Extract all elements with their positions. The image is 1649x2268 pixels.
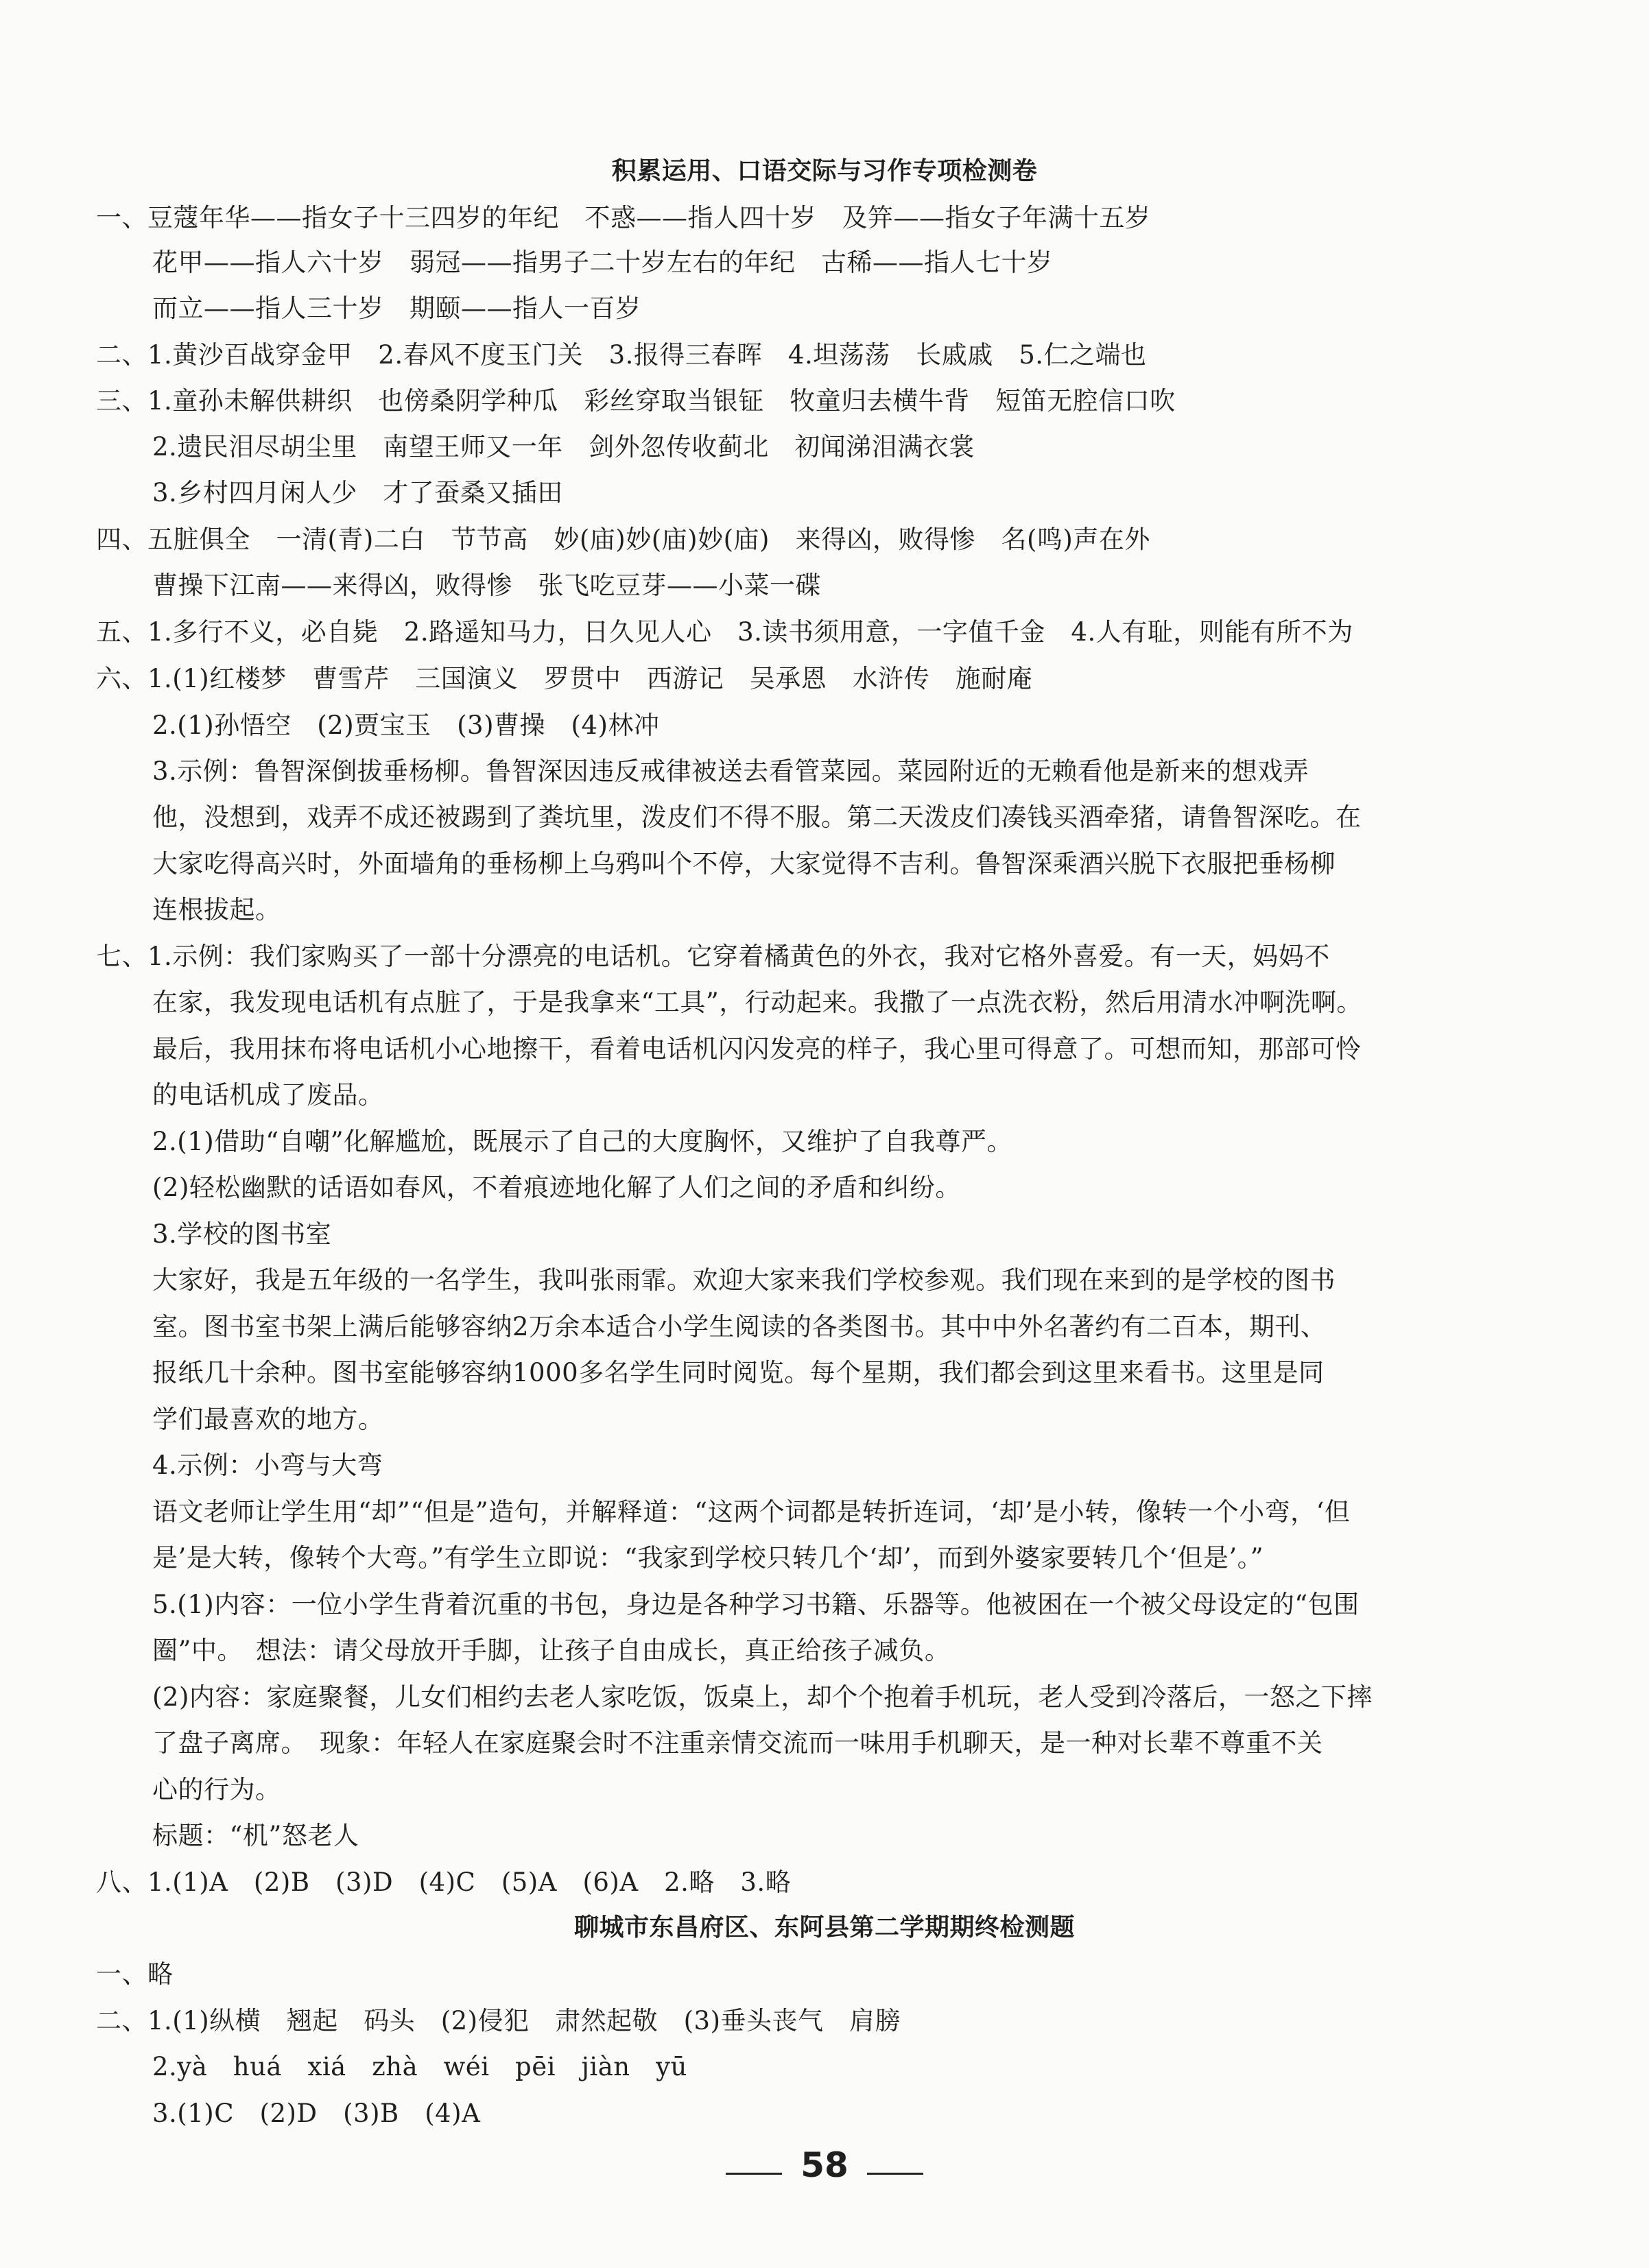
- answer-line: 3.学校的图书室: [152, 1219, 332, 1249]
- answer-line: 大家好，我是五年级的一名学生，我叫张雨霏。欢迎大家来我们学校参观。我们现在来到的是学校的图书: [152, 1265, 1336, 1295]
- section-1-title: 积累运用、口语交际与习作专项检测卷: [611, 157, 1038, 185]
- answer-line: 一、豆蔻年华——指女子十三四岁的年纪 不惑——指人四十岁 及笄——指女子年满十五岁: [96, 203, 1151, 232]
- answer-line: 二、1.(1)纵横 翘起 码头 (2)侵犯 肃然起敬 (3)垂头丧气 肩膀: [96, 2006, 901, 2036]
- answer-line: 3.乡村四月闲人少 才了蚕桑又插田: [152, 478, 563, 508]
- footer-dash-right: [867, 2173, 923, 2175]
- answer-line: 七、1.示例：我们家购买了一部十分漂亮的电话机。它穿着橘黄色的外衣，我对它格外喜爱。有一天，妈妈不: [96, 942, 1330, 971]
- answer-line: 2.yà huá xiá zhà wéi pēi jiàn yū: [152, 2052, 687, 2081]
- answer-line: 2.(1)借助“自嘲”化解尴尬，既展示了自己的大度胸怀，又维护了自我尊严。: [152, 1127, 1013, 1156]
- answer-line: 六、1.(1)红楼梦 曹雪芹 三国演义 罗贯中 西游记 吴承恩 水浒传 施耐庵: [96, 664, 1033, 693]
- answer-line: 是’是大转，像转个大弯。”有学生立即说：“我家到学校只转几个‘却’，而到外婆家要转几个‘但是’。”: [152, 1543, 1264, 1573]
- answer-line: (2)轻松幽默的话语如春风，不着痕迹地化解了人们之间的矛盾和纠纷。: [152, 1173, 961, 1202]
- answer-line: 曹操下江南——来得凶，败得惨 张飞吃豆芽——小菜一碟: [152, 571, 821, 600]
- answer-line: 语文老师让学生用“却”“但是”造句，并解释道：“这两个词都是转折连词，‘却’是小转，像转一个小弯，‘但: [152, 1497, 1351, 1527]
- answer-line: 在家，我发现电话机有点脏了，于是我拿来“工具”，行动起来。我撒了一点洗衣粉，然后用清水冲啊洗啊。: [152, 988, 1362, 1017]
- answer-line: 标题：“机”怒老人: [152, 1821, 359, 1850]
- answer-line: 八、1.(1)A (2)B (3)D (4)C (5)A (6)A 2.略 3.略: [96, 1867, 792, 1897]
- answer-line: 3.(1)C (2)D (3)B (4)A: [152, 2099, 481, 2128]
- answer-line: 了盘子离席。 现象：年轻人在家庭聚会时不注重亲情交流而一味用手机聊天，是一种对长辈不尊重不关: [152, 1728, 1323, 1758]
- answer-line: 圈”中。 想法：请父母放开手脚，让孩子自由成长，真正给孩子减负。: [152, 1636, 951, 1665]
- page-footer: [0, 2145, 1649, 2185]
- answer-line: 2.遗民泪尽胡尘里 南望王师又一年 剑外忽传收蓟北 初闻涕泪满衣裳: [152, 432, 975, 462]
- page-number: 58: [800, 2145, 849, 2185]
- answer-line: 室。图书室书架上满后能够容纳2万余本适合小学生阅读的各类图书。其中中外名著约有二百本，期刊、: [152, 1312, 1327, 1341]
- answer-line: 3.示例：鲁智深倒拔垂杨柳。鲁智深因违反戒律被送去看管菜园。菜园附近的无赖看他是新来的想戏弄: [152, 756, 1309, 786]
- answer-line: 花甲——指人六十岁 弱冠——指男子二十岁左右的年纪 古稀——指人七十岁: [152, 248, 1053, 277]
- answer-line: 大家吃得高兴时，外面墙角的垂杨柳上乌鸦叫个不停，大家觉得不吉利。鲁智深乘酒兴脱下衣服把垂杨柳: [152, 849, 1336, 879]
- answer-line: 三、1.童孙未解供耕织 也傍桑阴学种瓜 彩丝穿取当银钲 牧童归去横牛背 短笛无腔信口吹: [96, 386, 1176, 416]
- answer-line: (2)内容：家庭聚餐，儿女们相约去老人家吃饭，饭桌上，却个个抱着手机玩，老人受到冷落后，一怒之下摔: [152, 1682, 1373, 1712]
- answer-line: 最后，我用抹布将电话机小心地擦干，看着电话机闪闪发亮的样子，我心里可得意了。可想而知，那部可怜: [152, 1034, 1362, 1064]
- answer-line: 一、略: [96, 1959, 174, 1989]
- answer-line: 他，没想到，戏弄不成还被踢到了粪坑里，泼皮们不得不服。第二天泼皮们凑钱买酒牵猪，请鲁智深吃。在: [152, 802, 1362, 832]
- answer-line: 心的行为。: [152, 1775, 281, 1804]
- answer-line: 学们最喜欢的地方。: [152, 1405, 384, 1434]
- answer-line: 5.(1)内容：一位小学生背着沉重的书包，身边是各种学习书籍、乐器等。他被困在一个被父母设定的“包围: [152, 1590, 1360, 1619]
- answer-line: 而立——指人三十岁 期颐——指人一百岁: [152, 294, 641, 323]
- footer-dash-left: [726, 2173, 782, 2175]
- section-2-title: 聊城市东昌府区、东阿县第二学期期终检测题: [573, 1913, 1075, 1942]
- answer-line: 连根拔起。: [152, 895, 281, 924]
- answer-line: 的电话机成了废品。: [152, 1080, 384, 1110]
- answer-line: 二、1.黄沙百战穿金甲 2.春风不度玉门关 3.报得三春晖 4.坦荡荡 长戚戚 5.仁之端也: [96, 340, 1147, 370]
- answer-line: 4.示例：小弯与大弯: [152, 1451, 383, 1480]
- answer-line: 四、五脏俱全 一清(青)二白 节节高 妙(庙)妙(庙)妙(庙) 来得凶，败得惨 名(鸣)声在外: [96, 525, 1150, 554]
- answer-line: 2.(1)孙悟空 (2)贾宝玉 (3)曹操 (4)林冲: [152, 711, 660, 740]
- answer-line: 五、1.多行不义，必自毙 2.路遥知马力，日久见人心 3.读书须用意，一字值千金 4.人有耻，则能有所不为: [96, 617, 1353, 647]
- answer-line: 报纸几十余种。图书室能够容纳1000多名学生同时阅览。每个星期，我们都会到这里来看书。这里是同: [152, 1358, 1325, 1387]
